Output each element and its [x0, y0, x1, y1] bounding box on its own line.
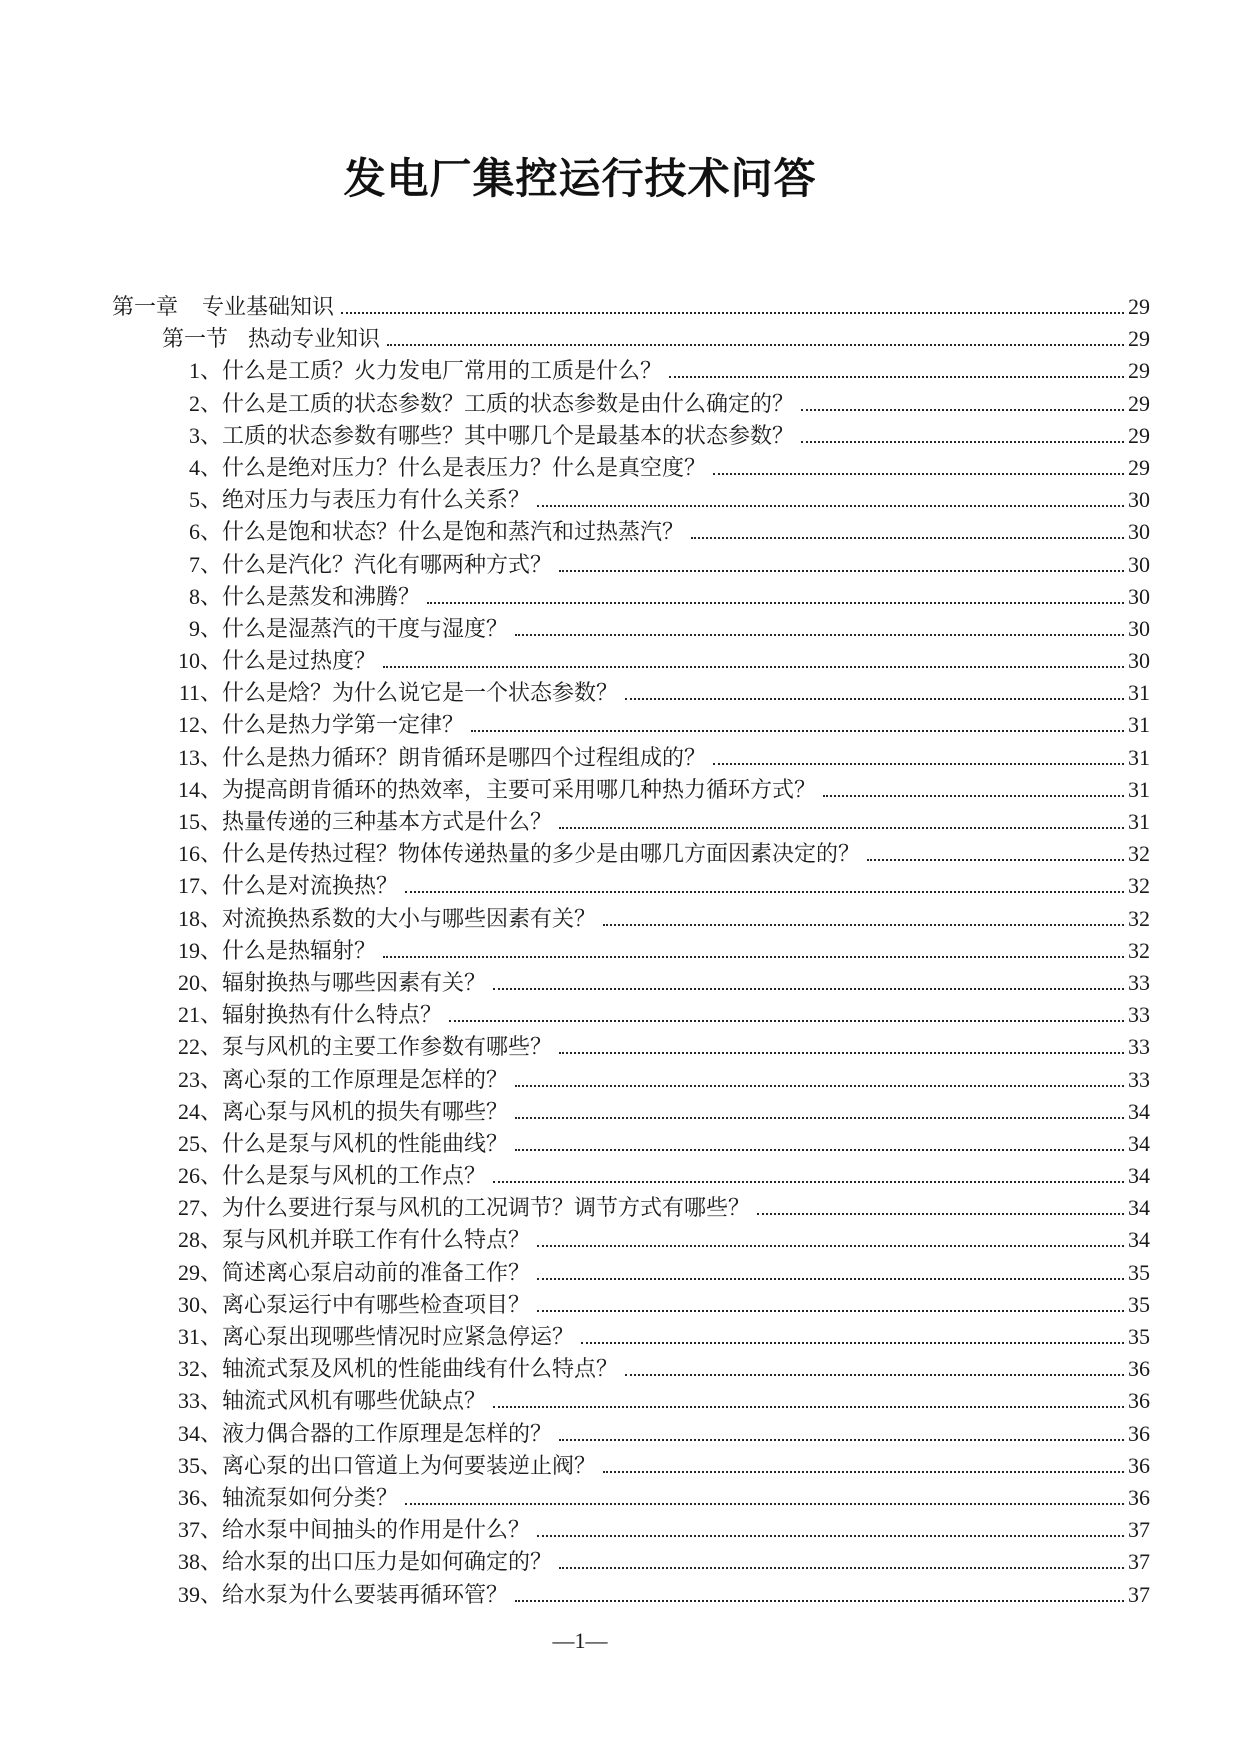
toc-entry-page: 31 — [1128, 744, 1150, 770]
toc-entry-text: 什么是热辐射？ — [222, 937, 377, 963]
toc-entry-label: 20、 — [177, 969, 222, 995]
toc-entry-page: 32 — [1128, 905, 1150, 931]
toc-entry-text: 工质的状态参数有哪些？其中哪几个是最基本的状态参数？ — [222, 422, 795, 448]
dot-leader — [713, 763, 1124, 765]
toc-entry-text: 什么是对流换热？ — [222, 873, 399, 899]
dot-leader — [387, 344, 1124, 346]
toc-entry — [112, 1514, 1150, 1546]
toc-entry — [112, 967, 1150, 999]
toc-entry-text: 什么是热力学第一定律？ — [222, 712, 465, 738]
dot-leader — [405, 891, 1124, 893]
toc-entry — [112, 1385, 1150, 1417]
dot-leader — [691, 537, 1124, 539]
dot-leader — [713, 473, 1124, 475]
toc-entry-text: 什么是汽化？汽化有哪两种方式？ — [222, 551, 553, 577]
toc-entry-page: 33 — [1128, 1002, 1150, 1028]
dot-leader — [559, 1439, 1124, 1441]
toc-entry-label: 28、 — [177, 1227, 222, 1253]
dot-leader — [383, 956, 1124, 958]
toc-entry-page: 31 — [1128, 776, 1150, 802]
toc-entry-label: 4、 — [188, 454, 222, 480]
toc-entry-text: 泵与风机并联工作有什么特点？ — [222, 1227, 531, 1253]
toc-entry — [112, 935, 1150, 967]
toc-entry-page: 32 — [1128, 841, 1150, 867]
toc-entry — [112, 1353, 1150, 1385]
toc-entry-label: 37、 — [177, 1517, 222, 1543]
toc-entry-label: 39、 — [177, 1581, 222, 1607]
toc-entry-text: 轴流式风机有哪些优缺点？ — [222, 1388, 487, 1414]
toc-entry — [112, 1546, 1150, 1578]
toc-entry-text: 什么是蒸发和沸腾？ — [222, 583, 421, 609]
dot-leader — [537, 1245, 1124, 1247]
toc-entry-label: 10、 — [177, 648, 222, 674]
dot-leader — [625, 698, 1124, 700]
dot-leader — [537, 1535, 1124, 1537]
dot-leader — [471, 730, 1124, 732]
toc-entry-label: 12、 — [177, 712, 222, 738]
toc-entry — [112, 1160, 1150, 1192]
toc-entry — [112, 1031, 1150, 1063]
dot-leader — [559, 827, 1124, 829]
toc-entry-text: 什么是泵与风机的工作点？ — [222, 1163, 487, 1189]
toc-entry — [112, 1482, 1150, 1514]
toc-entry-label: 9、 — [188, 615, 222, 641]
toc-entry — [112, 903, 1150, 935]
toc-entry-text: 什么是湿蒸汽的干度与湿度？ — [222, 615, 509, 641]
toc-entry-page: 33 — [1128, 1066, 1150, 1092]
toc-entry — [112, 709, 1150, 741]
toc-entry — [112, 838, 1150, 870]
toc-entry-label: 2、 — [188, 390, 222, 416]
dot-leader — [603, 1471, 1124, 1473]
toc-entry — [112, 1579, 1150, 1611]
toc-entry-page: 29 — [1128, 454, 1150, 480]
toc-entry-text: 热动专业知识 — [248, 326, 381, 352]
toc-entry-text: 什么是工质的状态参数？工质的状态参数是由什么确定的？ — [222, 390, 795, 416]
dot-leader — [559, 1052, 1124, 1054]
dot-leader — [341, 312, 1124, 314]
dot-leader — [537, 1310, 1124, 1312]
toc-entry-page: 30 — [1128, 648, 1150, 674]
toc-entry-page: 30 — [1128, 487, 1150, 513]
toc-entry-label: 6、 — [188, 519, 222, 545]
toc-entry-page: 36 — [1128, 1420, 1150, 1446]
toc-entry-page: 33 — [1128, 1034, 1150, 1060]
dot-leader — [801, 441, 1124, 443]
dot-leader — [515, 634, 1124, 636]
toc-entry-label: 15、 — [177, 809, 222, 834]
toc-entry-text: 什么是热力循环？朗肯循环是哪四个过程组成的？ — [222, 744, 707, 770]
toc-entry-label: 14、 — [177, 776, 222, 802]
toc-entry-page: 37 — [1128, 1517, 1150, 1543]
toc-entry-label: 第一节 — [162, 326, 229, 352]
dot-leader — [537, 1278, 1124, 1280]
toc-entry-label: 23、 — [177, 1066, 222, 1092]
toc-entry-text: 给水泵中间抽头的作用是什么？ — [222, 1517, 531, 1543]
toc-entry-label: 34、 — [177, 1420, 222, 1446]
toc-entry-label: 38、 — [177, 1549, 222, 1575]
document-title: 发电厂集控运行技术问答 — [343, 157, 817, 203]
toc-entry — [112, 1450, 1150, 1482]
toc-entry-page: 31 — [1128, 712, 1150, 738]
toc-entry-label: 31、 — [177, 1324, 222, 1349]
toc-entry — [112, 516, 1150, 548]
toc-entry-label: 19、 — [177, 937, 222, 963]
toc-entry-page: 36 — [1128, 1356, 1150, 1382]
toc-entry — [112, 1418, 1150, 1450]
toc-entry-label: 18、 — [177, 905, 222, 931]
toc-entry-text: 对流换热系数的大小与哪些因素有关？ — [222, 905, 597, 931]
dot-leader — [515, 1117, 1124, 1119]
dot-leader — [405, 1503, 1124, 1505]
dot-leader — [493, 1406, 1124, 1408]
toc-entry-page: 29 — [1128, 390, 1150, 416]
toc-entry — [112, 806, 1150, 838]
toc-entry-text: 液力偶合器的工作原理是怎样的？ — [222, 1420, 553, 1446]
toc-entry — [112, 484, 1150, 516]
toc-entry-page: 31 — [1128, 809, 1150, 834]
toc-entry — [112, 613, 1150, 645]
dot-leader — [515, 1085, 1124, 1087]
toc-entry-text: 离心泵出现哪些情况时应紧急停运？ — [222, 1324, 575, 1349]
toc-entry — [112, 742, 1150, 774]
toc-entry — [112, 1224, 1150, 1256]
dot-leader — [537, 505, 1124, 507]
toc-entry-text: 什么是绝对压力？什么是表压力？什么是真空度？ — [222, 454, 707, 480]
toc-list — [112, 291, 1150, 1611]
toc-entry-label: 17、 — [177, 873, 222, 899]
toc-entry — [112, 1257, 1150, 1289]
toc-entry-text: 离心泵的出口管道上为何要装逆止阀？ — [222, 1452, 597, 1478]
toc-entry-page: 34 — [1128, 1163, 1150, 1189]
toc-entry-page: 31 — [1128, 680, 1150, 706]
toc-entry-label: 8、 — [188, 583, 222, 609]
toc-entry-text: 给水泵为什么要装再循环管？ — [222, 1581, 509, 1607]
toc-entry-text: 什么是焓？为什么说它是一个状态参数？ — [222, 680, 619, 706]
toc-entry-page: 34 — [1128, 1195, 1150, 1221]
toc-entry-page: 34 — [1128, 1098, 1150, 1124]
toc-entry-page: 34 — [1128, 1130, 1150, 1156]
toc-entry-page: 32 — [1128, 873, 1150, 899]
toc-entry-text: 泵与风机的主要工作参数有哪些？ — [222, 1034, 553, 1060]
toc-entry-text: 离心泵运行中有哪些检查项目？ — [222, 1291, 531, 1317]
toc-entry-text: 轴流式泵及风机的性能曲线有什么特点？ — [222, 1356, 619, 1382]
toc-entry — [112, 581, 1150, 613]
toc-entry-label: 16、 — [177, 841, 222, 867]
toc-entry-label: 第一章 — [112, 294, 179, 319]
toc-entry-text: 给水泵的出口压力是如何确定的？ — [222, 1549, 553, 1575]
dot-leader — [669, 376, 1124, 378]
toc-entry-label: 21、 — [177, 1002, 222, 1028]
dot-leader — [559, 570, 1124, 572]
toc-entry-text: 什么是饱和状态？什么是饱和蒸汽和过热蒸汽？ — [222, 519, 685, 545]
toc-entry-label: 13、 — [177, 744, 222, 770]
toc-entry-page: 37 — [1128, 1581, 1150, 1607]
toc-entry-label: 25、 — [177, 1130, 222, 1156]
dot-leader — [867, 859, 1124, 861]
toc-entry-text: 辐射换热与哪些因素有关？ — [222, 969, 487, 995]
toc-entry — [112, 1096, 1150, 1128]
toc-entry — [112, 323, 1150, 355]
toc-entry-page: 37 — [1128, 1549, 1150, 1575]
toc-entry — [112, 645, 1150, 677]
toc-entry-text: 专业基础知识 — [202, 294, 335, 319]
toc-entry-page: 36 — [1128, 1452, 1150, 1478]
dot-leader — [383, 666, 1124, 668]
toc-entry — [112, 1064, 1150, 1096]
toc-entry — [112, 420, 1150, 452]
toc-entry-text: 什么是工质？火力发电厂常用的工质是什么？ — [222, 358, 663, 384]
toc-entry-label: 27、 — [177, 1195, 222, 1221]
toc-entry-page: 34 — [1128, 1227, 1150, 1253]
toc-entry-page: 30 — [1128, 519, 1150, 545]
toc-entry-label: 33、 — [177, 1388, 222, 1414]
toc-entry-text: 什么是传热过程？物体传递热量的多少是由哪几方面因素决定的？ — [222, 841, 861, 867]
toc-entry — [112, 677, 1150, 709]
dot-leader — [603, 924, 1124, 926]
toc-entry-page: 29 — [1128, 326, 1150, 352]
toc-entry-text: 为什么要进行泵与风机的工况调节？调节方式有哪些？ — [222, 1195, 751, 1221]
toc-entry-text: 轴流泵如何分类？ — [222, 1484, 399, 1510]
toc-entry-label: 5、 — [188, 487, 222, 513]
toc-entry-text: 什么是泵与风机的性能曲线？ — [222, 1130, 509, 1156]
toc-entry — [112, 1128, 1150, 1160]
toc-entry-page: 30 — [1128, 551, 1150, 577]
toc-entry-label: 7、 — [188, 551, 222, 577]
toc-entry-label: 1、 — [188, 358, 222, 384]
toc-entry-page: 33 — [1128, 969, 1150, 995]
toc-entry-page: 32 — [1128, 937, 1150, 963]
toc-entry — [112, 291, 1150, 323]
toc-entry — [112, 774, 1150, 806]
toc-entry-page: 29 — [1128, 422, 1150, 448]
toc-entry-text: 离心泵的工作原理是怎样的？ — [222, 1066, 509, 1092]
dot-leader — [823, 795, 1124, 797]
toc-entry-text: 为提高朗肯循环的热效率，主要可采用哪几种热力循环方式？ — [222, 776, 817, 802]
footer-page-number: —1— — [552, 1628, 608, 1653]
toc-entry-label: 3、 — [188, 422, 222, 448]
toc-entry — [112, 388, 1150, 420]
toc-entry-page: 36 — [1128, 1484, 1150, 1510]
toc-entry — [112, 999, 1150, 1031]
toc-entry-label: 35、 — [177, 1452, 222, 1478]
toc-entry-page: 30 — [1128, 615, 1150, 641]
dot-leader — [625, 1374, 1124, 1376]
toc-entry — [112, 1321, 1150, 1353]
toc-entry — [112, 1289, 1150, 1321]
toc-entry-text: 绝对压力与表压力有什么关系？ — [222, 487, 531, 513]
toc-entry-label: 36、 — [177, 1484, 222, 1510]
dot-leader — [757, 1213, 1124, 1215]
toc-entry-page: 35 — [1128, 1324, 1150, 1349]
toc-entry-text: 热量传递的三种基本方式是什么？ — [222, 809, 553, 834]
dot-leader — [559, 1567, 1124, 1569]
toc-entry — [112, 452, 1150, 484]
toc-entry-page: 30 — [1128, 583, 1150, 609]
dot-leader — [801, 409, 1124, 411]
toc-entry-text: 什么是过热度？ — [222, 648, 377, 674]
toc-entry-page: 35 — [1128, 1291, 1150, 1317]
toc-entry — [112, 355, 1150, 387]
toc-entry-label: 11、 — [178, 680, 222, 706]
toc-entry-text: 辐射换热有什么特点？ — [222, 1002, 443, 1028]
toc-entry-label: 29、 — [177, 1259, 222, 1285]
toc-entry-text: 离心泵与风机的损失有哪些？ — [222, 1098, 509, 1124]
toc-entry — [112, 870, 1150, 902]
toc-entry — [112, 549, 1150, 581]
toc-entry-label: 30、 — [177, 1291, 222, 1317]
toc-entry-page: 29 — [1128, 294, 1150, 319]
toc-entry-label: 32、 — [177, 1356, 222, 1382]
toc-entry-label: 22、 — [177, 1034, 222, 1060]
toc-entry-page: 36 — [1128, 1388, 1150, 1414]
toc-entry-label: 24、 — [177, 1098, 222, 1124]
toc-entry-page: 35 — [1128, 1259, 1150, 1285]
dot-leader — [515, 1600, 1124, 1602]
dot-leader — [493, 1181, 1124, 1183]
dot-leader — [427, 602, 1124, 604]
toc-entry-label: 26、 — [177, 1163, 222, 1189]
dot-leader — [449, 1020, 1124, 1022]
toc-entry-text: 简述离心泵启动前的准备工作？ — [222, 1259, 531, 1285]
dot-leader — [515, 1149, 1124, 1151]
dot-leader — [493, 988, 1124, 990]
dot-leader — [581, 1342, 1124, 1344]
toc-entry — [112, 1192, 1150, 1224]
toc-entry-page: 29 — [1128, 358, 1150, 384]
